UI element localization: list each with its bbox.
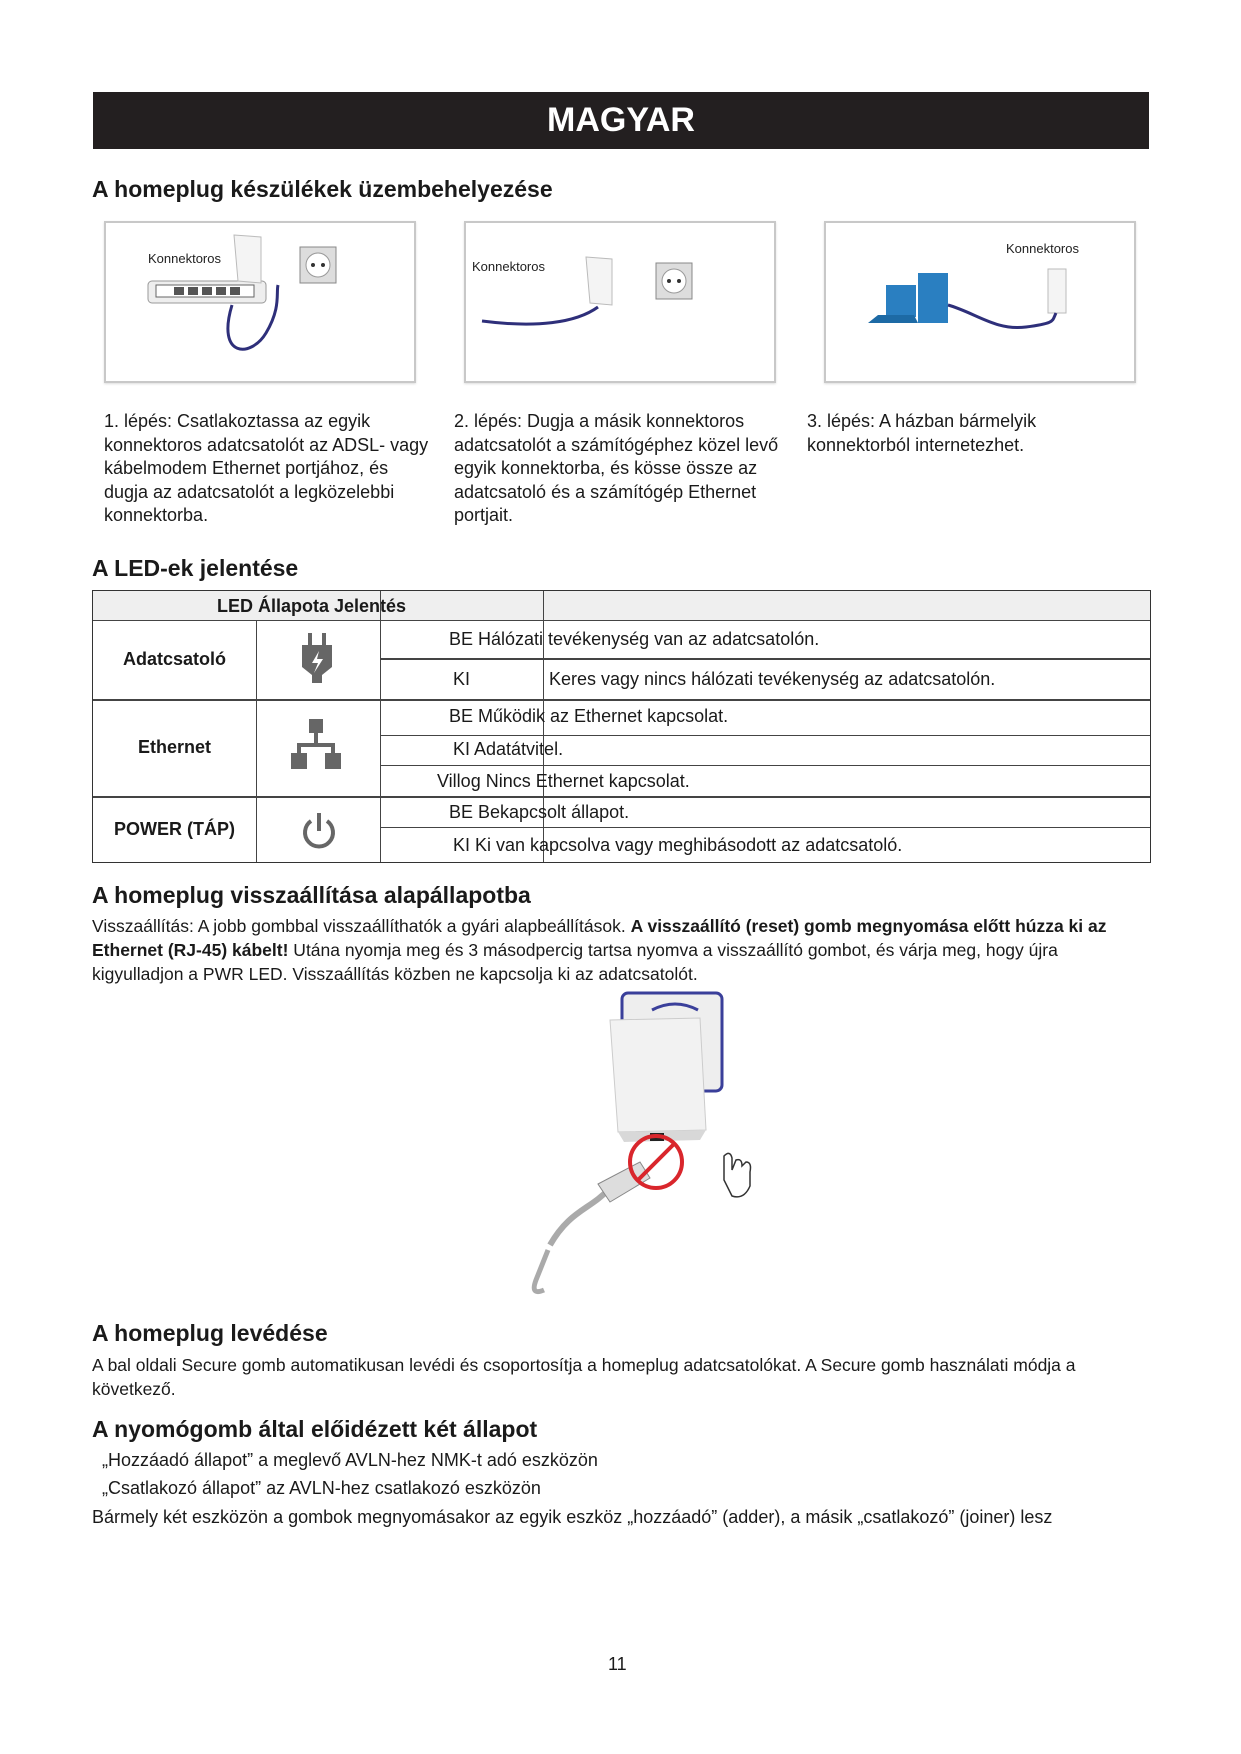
led-row-text: KI Ki van kapcsolva vagy meghibásodott az adatcsatoló. [453,835,903,855]
led-row-text: BE Hálózati tevékenység van az adatcsatolón. [449,629,820,649]
reset-heading: A homeplug visszaállítása alapállapotba [92,882,531,908]
reset-text-continued: Utána nyomja meg és 3 másodpercig tartsa nyomva a visszaállító gombot, és várja meg, hogy újra kigyulladjon a PWR LED. Visszaállítás közben ne kapcsolja ki az adatcsatolót. [92,940,1058,984]
step2-figure [464,221,776,383]
reset-warning: A visszaállító (reset) gomb megnyomása előtt húzza ki az Ethernet (RJ-45) kábelt! [92,916,1107,960]
power-icon [299,811,339,853]
led-row-text: Villog Nincs Ethernet kapcsolat. [437,771,690,791]
figure-label: Konnektoros [472,259,545,274]
reset-paragraph [92,914,1152,986]
plug-icon [298,633,338,685]
network-icon [289,719,345,775]
led-name-adapter: Adatcsatoló [122,649,227,669]
secure-heading: A homeplug levédése [92,1320,328,1346]
page-number: 11 [608,1654,627,1674]
reset-illustration [500,990,800,1305]
led-name-ethernet: Ethernet [137,737,211,757]
led-row-state: KI [453,669,471,689]
modem-adapter-illustration [106,223,414,381]
figure-label: Konnektoros [148,251,221,266]
install-heading: A homeplug készülékek üzembehelyezése [92,176,553,202]
reset-text: Visszaállítás: A jobb gombbal visszaállíthatók a gyári alapbeállítások. [92,916,631,936]
led-row-text: BE Bekapcsolt állapot. [449,802,630,822]
led-table [92,590,1151,863]
table-header: LED Állapota Jelentés [217,596,407,616]
led-row-text: BE Működik az Ethernet kapcsolat. [449,706,729,726]
led-name-power: POWER (TÁP) [114,819,235,839]
banner-title: MAGYAR [547,101,695,139]
computer-adapter-illustration [826,223,1134,381]
figure-label: Konnektoros [1006,241,1079,256]
led-row-meaning: Keres vagy nincs hálózati tevékenység az adatcsatolón. [549,669,996,689]
states-heading: A nyomógomb által előidézett két állapot [92,1416,538,1442]
led-heading: A LED-ek jelentése [92,555,299,581]
state-item: „Csatlakozó állapot” az AVLN-hez csatlakozó eszközön [102,1478,541,1498]
step-2-text: 2. lépés: Dugja a másik konnektoros adatcsatolót a számítógéphez közel levő egyik konnektorba, és kösse össze az adatcsatoló és a számítógép Ethernet portjait. [454,411,779,525]
step3-figure [824,221,1136,383]
adapter-illustration [466,223,774,381]
step-3-text: 3. lépés: A házban bármelyik konnektorból internetezhet. [807,411,1037,455]
state-item: „Hozzáadó állapot” a meglevő AVLN-hez NMK-t adó eszközön [102,1450,598,1470]
step1-figure [104,221,416,383]
step-1-text: 1. lépés: Csatlakoztassa az egyik konnektoros adatcsatolót az ADSL- vagy kábelmodem Ethernet portjához, és dugja az adatcsatolót a legközelebbi konnektorba. [104,411,429,525]
hand-icon [724,1153,751,1196]
language-banner [93,92,1149,149]
states-footer: Bármely két eszközön a gombok megnyomásakor az egyik eszköz „hozzáadó” (adder), a másik „csatlakozó” (joiner) lesz [92,1507,1053,1527]
led-row-text: KI Adatátvitel. [453,739,564,759]
secure-paragraph: A bal oldali Secure gomb automatikusan levédi és csoportosítja a homeplug adatcsatolókat. A Secure gomb használati módja a következő. [92,1355,1076,1399]
